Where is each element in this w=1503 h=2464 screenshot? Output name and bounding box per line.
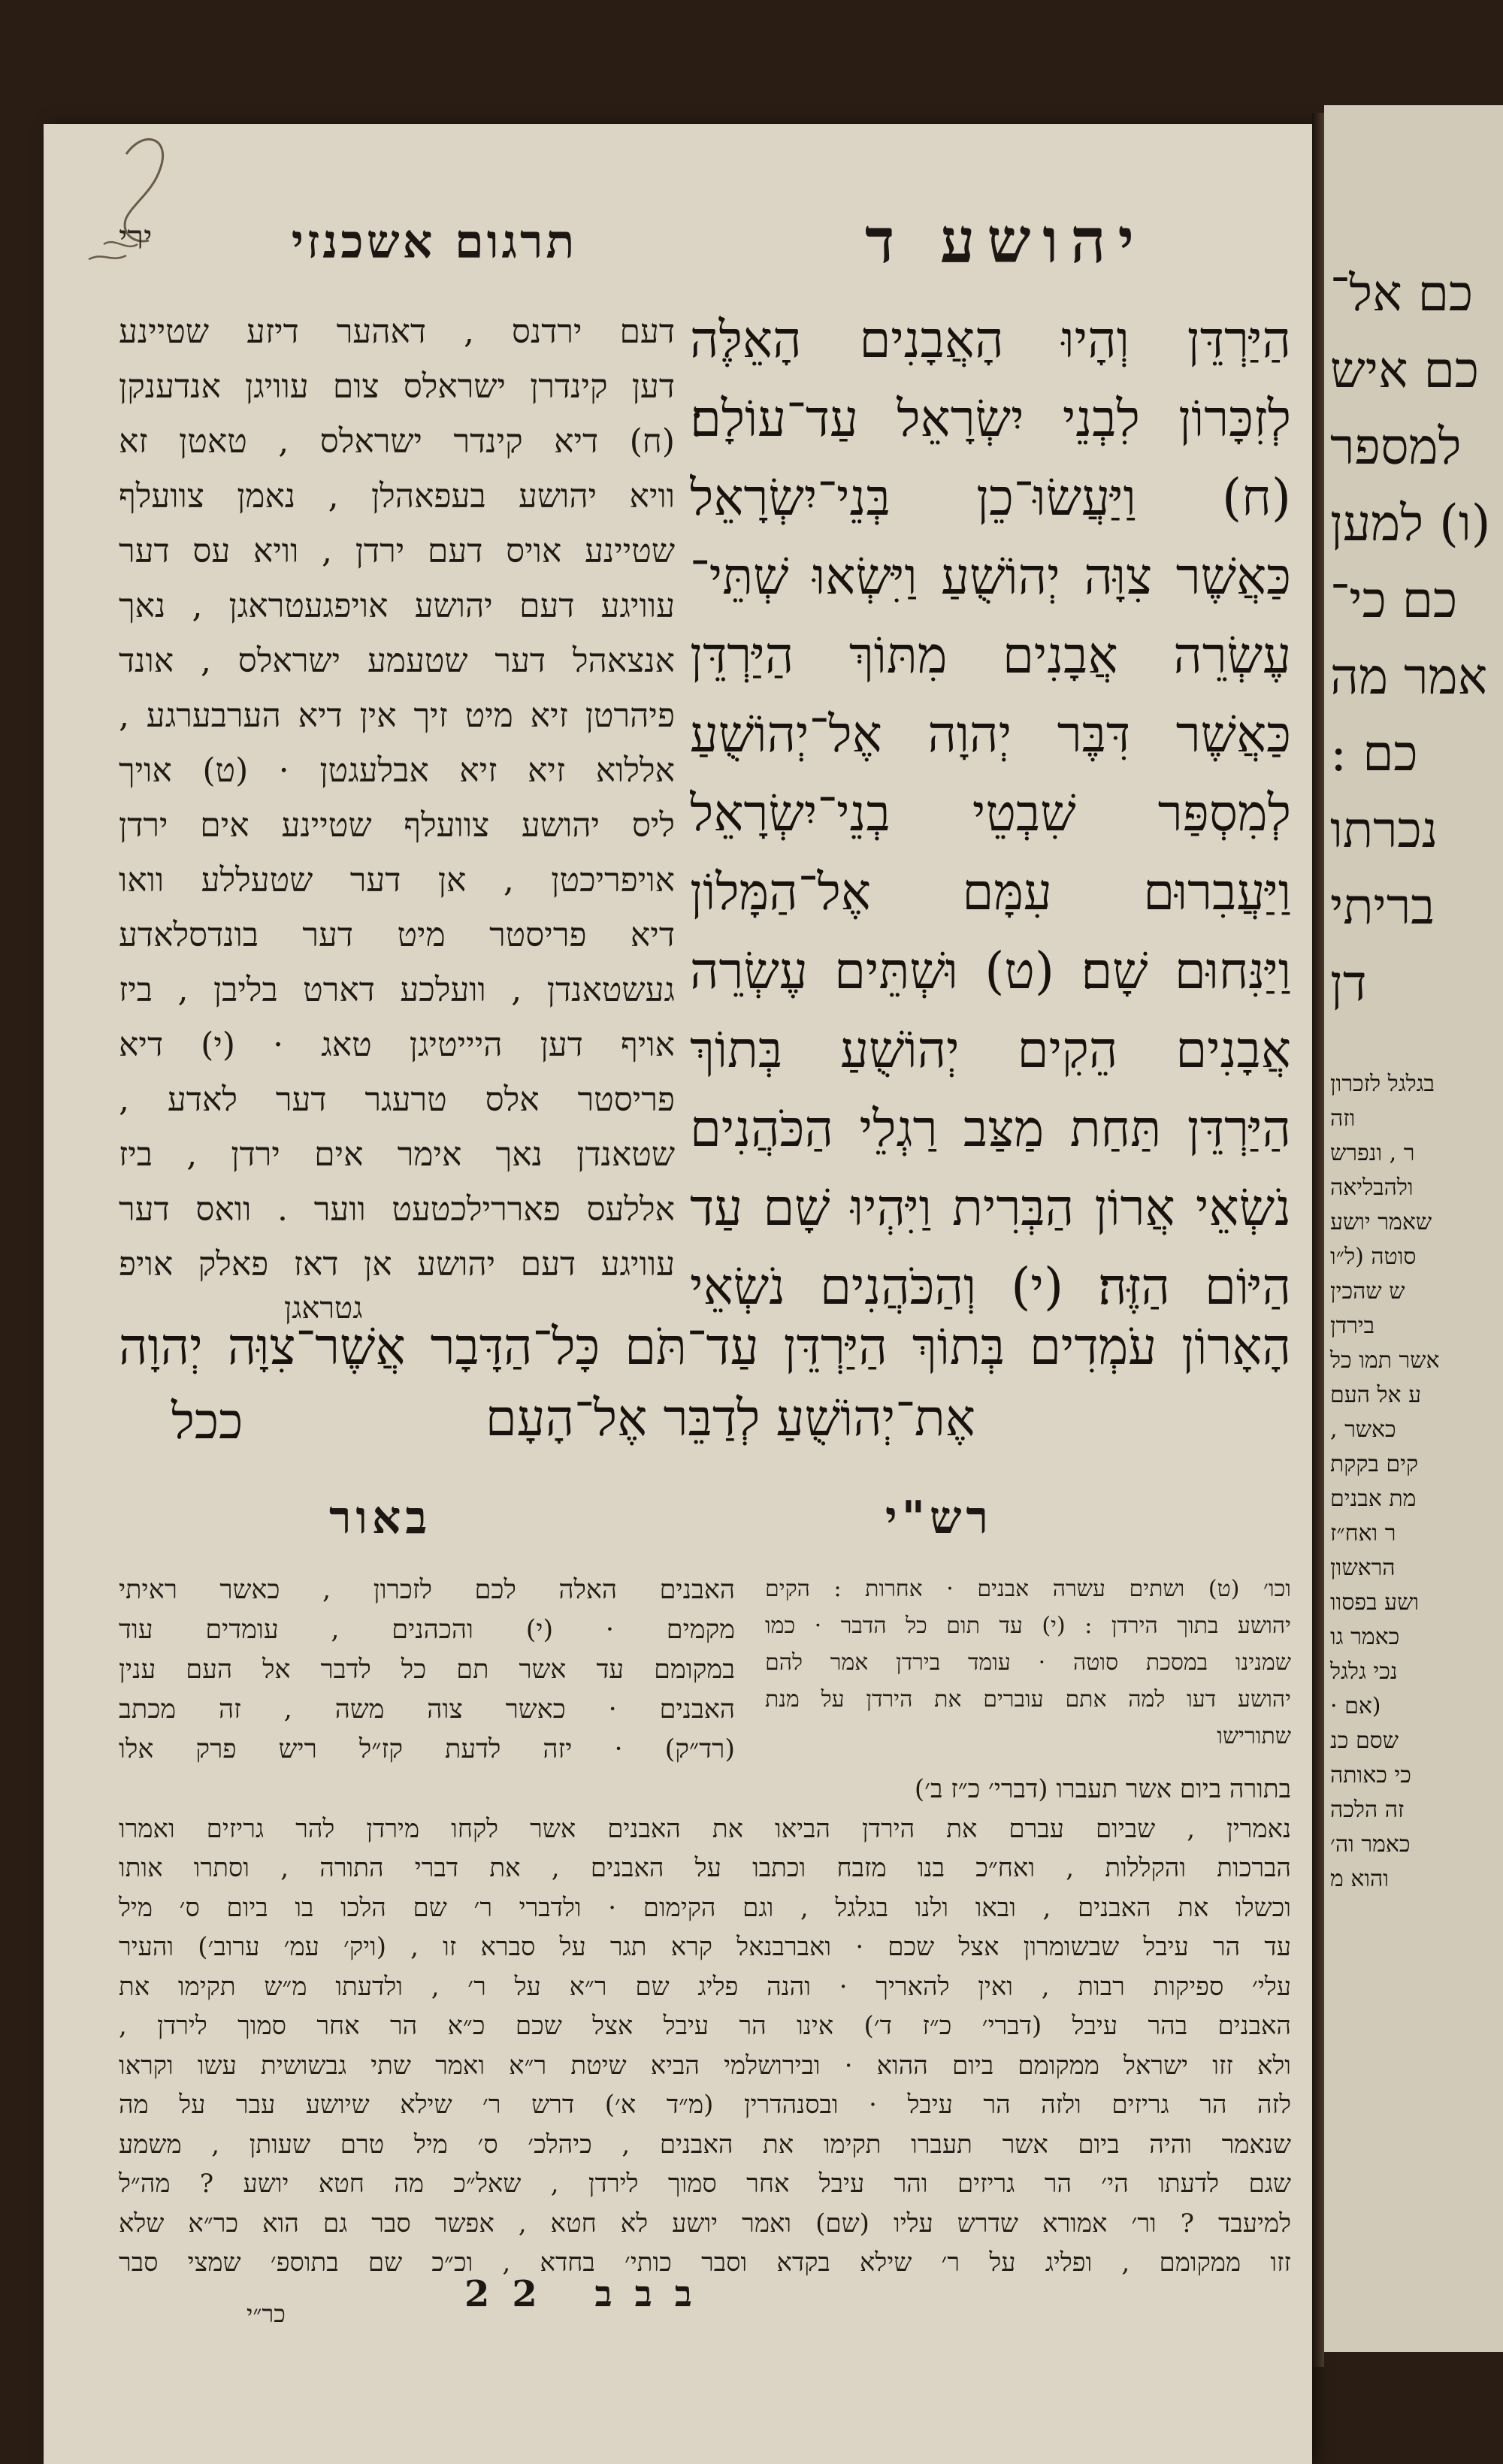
full-width-line: הָאָרוֹן עֹמְדִים בְּתוֹךְ הַיַּרְדֵּן עַד־תֹּם כָּל־הַדָּבָר אֲשֶׁר־צִוָּה יְהוָה (119, 1317, 1291, 1376)
hebrew-line: עֶשְׂרֵה אֲבָנִים מִתּוֹךְ הַיַּרְדֵּן (690, 626, 1291, 685)
targum-line: שטיינע אויס דעם ירדן , וויא עס דער (119, 532, 675, 570)
biur-full-line: וכשלו את האבנים , ובאו ולנו בגלגל , וגם הקימום · ולדברי ר׳ שם הלכו בו ביום ס׳ מיל (119, 1892, 1291, 1923)
facing-small-line: והוא מ (1330, 1866, 1389, 1892)
biur-full-line: עלי׳ ספיקות רבות , ואין להאריך · והנה פליג שם ר״א על ר׳ , ולדעתו מ״ש תקימו את (119, 1971, 1291, 2002)
facing-small-line: ושע בפסוו (1330, 1589, 1420, 1616)
facing-small-line: שסם כנ (1330, 1728, 1399, 1754)
page-catchword: כר״י (246, 2299, 286, 2328)
facing-small-line: כאשר , (1330, 1416, 1396, 1443)
facing-small-line: אשר תמו כל (1330, 1347, 1440, 1374)
facing-small-line: כאמר וה׳ (1330, 1831, 1411, 1858)
biur-full-line: שנאמר והיה ביום אשר תעברו תקימו את האבנים , כיהלכ׳ ס׳ מיל טרם שעותן , משמע (119, 2129, 1291, 2160)
targum-line: אללעס פאררילכטעט ווער . וואס דער (119, 1190, 675, 1229)
targum-tail-word: גטראגן (284, 1291, 363, 1326)
rashi-line: שתורישו (1217, 1723, 1291, 1749)
rashi-line: וכו׳ (ט) ושתים עשרה אבנים · אחרות : הקים (765, 1576, 1291, 1602)
hebrew-line: הַיַּרְדֵּן וְהָיוּ הָאֲבָנִים הָאֵלֶּה (690, 310, 1291, 369)
biur-full-line: הברכות והקללות , ואח״כ בנו מזבח וכתבו על האבנים , את דברי התורה , וסתרו אותו (119, 1853, 1291, 1883)
targum-line: עוויגע דעם יהושע אן דאז פאלק אויפ (119, 1245, 675, 1283)
hebrew-text-column (690, 301, 1291, 1326)
rashi-commentary (765, 1571, 1291, 1755)
facing-small-line: ולהבליאה (1330, 1175, 1414, 1201)
facing-small-line: כאמר גו (1330, 1624, 1400, 1650)
targum-line: פריסטר אלס טרעגר דער לאדע , (119, 1081, 675, 1119)
rashi-line: יהושע דעו למה אתם עוברים את הירדן על מנת (765, 1686, 1291, 1713)
hebrew-line: הַיּוֹם הַזֶּה׃ (י) וְהַכֹּהֲנִים נֹשְׂאֵי (690, 1257, 1291, 1316)
rashi-title: רש"י (885, 1492, 993, 1544)
hebrew-line: לְזִכָּרוֹן לִבְנֵי יִשְׂרָאֵל עַד־עוֹלָם׃ (690, 389, 1291, 448)
targum-line: דעם ירדנס , דאהער דיזע שטיינע (119, 313, 675, 351)
biur-line: האבנים האלה לכם לזכרון , כאשר ראיתי (119, 1575, 735, 1605)
facing-line: נכרתו (1330, 801, 1438, 859)
facing-small-line: קים בקקת (1330, 1451, 1419, 1477)
biur-line: האבנים · כאשר צוה משה , זה מכתב (119, 1695, 735, 1725)
facing-line: בריתי (1330, 878, 1435, 936)
hebrew-line: וַיַּנִּחוּם שָׁם׃ (ט) וּשְׁתֵּים עֶשְׂרֵה (690, 942, 1291, 1000)
biur-line: במקומם עד אשר תם כל לדבר אל העם ענין (119, 1655, 735, 1685)
targum-text-column (119, 304, 675, 1325)
hebrew-line: נֹשְׂאֵי אֲרוֹן הַבְּרִית וַיִּהְיוּ שָׁם עַד (690, 1178, 1291, 1237)
biur-full-line: לזה הר גריזים ולזה הר עיבל · ובסנהדרין (מ״ד א׳) דרש ר׳ שילא שיושע עבר על מה (119, 2090, 1291, 2120)
biur-full-line: בתורה ביום אשר תעברו (דברי׳ כ״ז ב׳) (914, 1774, 1291, 1804)
targum-line: אנצאהל דער שטעמע ישראלס , אונד (119, 642, 675, 680)
verse-catchword: ככל (171, 1392, 243, 1450)
biur-full-line: למיעבד ? ור׳ אמורא שדרש עליו (שם) ואמר יושע לא חטא , אפשר סבר גם הוא כר״א שלא (119, 2208, 1291, 2239)
facing-small-line: ר , ונפרש (1330, 1140, 1415, 1166)
facing-small-line: הראשון (1330, 1555, 1396, 1581)
facing-small-line: זה הלכה (1330, 1797, 1405, 1823)
targum-line: פיהרטן זיא מיט זיך אין דיא הערבערגע , (119, 697, 675, 735)
facing-small-line: בירדן (1330, 1313, 1375, 1339)
facing-small-line: (אם · (1330, 1693, 1381, 1719)
facing-line: (ו) למען (1330, 494, 1491, 552)
biur-title: באור (329, 1492, 432, 1544)
facing-small-line: ר ואח״ז (1330, 1520, 1396, 1546)
biur-full-line: זזו ממקומם , ופליג על ר׳ שילא בקדא וסבר כותי׳ בחדא , וכ״כ שם בתוספ׳ שמצי סבר (119, 2248, 1291, 2278)
facing-small-line: בגלגל לזכרון (1330, 1071, 1435, 1097)
facing-small-line: ע אל העם (1330, 1382, 1422, 1408)
targum-line: אויפריכטן , אן דער שטעללע וואו (119, 861, 675, 899)
targum-line: געשטאנדן , וועלכע דארט בליבן , ביז (119, 971, 675, 1009)
hebrew-line: הַיַּרְדֵּן תַּחַת מַצַּב רַגְלֵי הַכֹּהֲנִים (690, 1099, 1291, 1158)
book-gutter (1312, 113, 1324, 2367)
page-header (44, 205, 1312, 297)
book-chapter-title: יהושע ד (864, 205, 1147, 277)
hebrew-line: (ח) וַיַּעֲשׂוּ־כֵן בְּנֵי־יִשְׂרָאֵל (690, 468, 1291, 527)
facing-small-line: שאמר יושע (1330, 1209, 1432, 1235)
printer-signature-mark: בבב 22 (464, 2273, 715, 2315)
hebrew-line: וַיַּעֲבִרוּם עִמָּם אֶל־הַמָּלוֹן (690, 863, 1291, 921)
hebrew-line: כַּאֲשֶׁר דִּבֶּר יְהוָה אֶל־יְהוֹשֻׁעַ (690, 705, 1291, 763)
biur-commentary (119, 1571, 735, 1770)
facing-small-line: נכי גלגל (1330, 1658, 1398, 1685)
facing-page-edge (1324, 105, 1503, 2352)
biur-full-line: עד הר עיבל שבשומרון אצל שכם · ואברבנאל קרא תגר על סברא זו , (ויק׳ עמ׳ ערוב׳) והעיר (119, 1932, 1291, 1962)
targum-line: עוויגע דעם יהושע אויפגעטראגן , נאך (119, 587, 675, 625)
targum-line: שטאנדן נאך אימר אים ירדן , ביז (119, 1135, 675, 1174)
hebrew-line: אֲבָנִים הֵקִים יְהוֹשֻׁעַ בְּתוֹךְ (690, 1020, 1291, 1079)
targum-line: (ח) דיא קינדר ישראלס , טאטן זא (119, 422, 675, 461)
facing-line: כם : (1330, 724, 1418, 782)
facing-line: דן (1330, 954, 1367, 1012)
corner-mark: ירי (119, 219, 153, 257)
biur-full-line: האבנים בהר עיבל (דברי׳ כ״ז ד׳) אינו הר עיבל אצל שכם כ״א הר אחר סמוך לירדן , (119, 2011, 1291, 2041)
biur-full-line: נאמרין , שביום עברם את הירדן הביאו את האבנים אשר לקחו מירדן להר גריזים ואמרו (119, 1813, 1291, 1844)
facing-small-line: כי כאותה (1330, 1762, 1411, 1788)
biur-line: מקמים · (י) והכהנים , עומדים עוד (119, 1615, 735, 1645)
targum-line: אויף דען היייטיגן טאג · (י) דיא (119, 1026, 675, 1064)
facing-line: אמר מה (1330, 648, 1488, 706)
targum-line: ליס יהושע צוועלף שטיינע אים ירדן (119, 806, 675, 845)
biur-full-line: ולא זזו ישראל ממקומם ביום ההוא · ובירושלמי הביא שיטת ר״א ואמר שתי גבשושית עשו וקראו (119, 2050, 1291, 2081)
targum-line: אללוא זיא זיא אבלעגטן · (ט) אויך (119, 751, 675, 790)
full-width-verse (119, 1311, 1291, 1454)
full-width-line: אֶת־יְהוֹשֻׁעַ לְדַבֵּר אֶל־הָעָם (485, 1389, 975, 1447)
targum-column-title: תרגום אשכנזי (291, 214, 578, 269)
rashi-line: שמנינו במסכת סוטה · עומד בירדן אמר להם (765, 1649, 1291, 1676)
biur-full-line: שגם לדעתו הי׳ הר גריזים והר עיבל אחר סמוך לירדן , שאל״כ מה חטא יושע ? מה״ל (119, 2169, 1291, 2199)
hebrew-line: לְמִסְפַּר שִׁבְטֵי בְנֵי־יִשְׂרָאֵל (690, 784, 1291, 842)
targum-line: דיא פריסטר מיט דער בונדסלאדע (119, 916, 675, 954)
facing-small-line: סוטה (ל״ו (1330, 1244, 1417, 1270)
biur-line: (רד״ק) · יזה לדעת קז״ל ריש פרק אלו (119, 1734, 735, 1764)
targum-line: דען קינדרן ישראלס צום עוויגן אנדענקן (119, 367, 675, 406)
facing-small-line: וזה (1330, 1105, 1356, 1132)
rashi-line: יהושע בתוך הירדן : (י) עד תום כל הדבר · כמו (765, 1613, 1291, 1639)
facing-line: כם כי־ (1330, 571, 1458, 629)
facing-small-line: מת אבנים (1330, 1486, 1417, 1512)
facing-small-line: ש שהכין (1330, 1278, 1405, 1305)
facing-line: כם אל־ (1330, 265, 1474, 322)
hebrew-line: כַּאֲשֶׁר צִוָּה יְהוֹשֻׁעַ וַיִּשְׂאוּ שְׁתֵּי־ (690, 547, 1291, 606)
targum-line: וויא יהושע בעפאהלן , נאמן צוועלף (119, 477, 675, 515)
facing-line: למספר (1330, 418, 1462, 476)
biur-commentary-full-width (119, 1770, 1291, 2283)
facing-line: כם איש (1330, 341, 1480, 399)
book-page (44, 124, 1312, 2464)
